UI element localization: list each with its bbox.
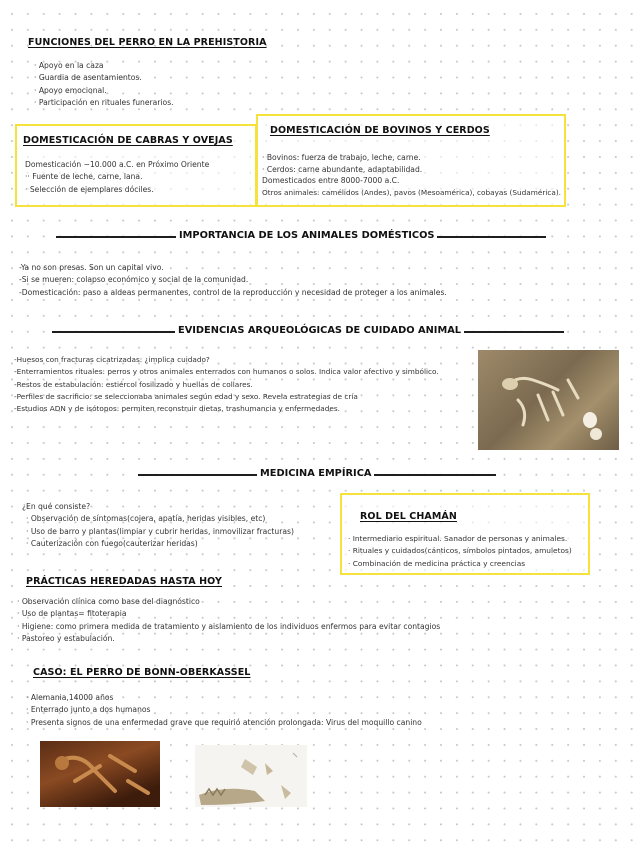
list-item: ¿En qué consiste? [22,502,91,511]
prehistoria-list [34,60,174,109]
list-item: ·· Fuente de leche, carne, lana. [25,172,143,182]
bovinos-title: DOMESTICACIÓN DE BOVINOS Y CERDOS [270,125,490,136]
list-item: · Rituales y cuidados(cánticos, símbolos pintados, amuletos) [348,546,572,556]
list-item: · Presenta signos de una enfermedad grave que requirió atención prolongada: Virus del moquillo canino [26,717,422,727]
list-item: Domesticados entre 8000-7000 a.C. [262,176,400,186]
caso-title: CASO: EL PERRO DE BONN-OBERKASSEL [33,667,251,678]
list-item: · Cauterización con fuego(cauterizar heridas) [26,538,198,548]
cabras-box [15,124,257,207]
list-item: · Apoyo en la caza [34,61,104,70]
list-item: · Higiene: como primera medida de tratamiento y aislamiento de los individuos enfermos para evitar contagios [17,621,441,631]
evidencias-title: EVIDENCIAS ARQUEOLÓGICAS DE CUIDADO ANIMAL [175,325,464,336]
list-item: -Domesticación: paso a aldeas permanentes, control de la reproducción y necesidad de proteger a los animales. [19,287,447,297]
list-item: · Cerdos: carne abundante, adaptabilidad. [262,164,423,174]
dog-jaw-bones-photo [195,745,307,807]
evidencias-list [14,354,439,415]
list-item: · Alemania,14000 años [26,693,114,702]
list-item: · Uso de barro y plantas(limpiar y cubrir heridas, inmovilizar fracturas) [26,526,294,536]
list-item: Otros animales: camélidos (Andes), pavos (Mesoamérica), cobayas (Sudamérica). [262,187,561,197]
cabras-title: DOMESTICACIÓN DE CABRAS Y OVEJAS [23,135,233,146]
importancia-list [19,262,447,299]
practicas-title: PRÁCTICAS HEREDADAS HASTA HOY [26,576,222,587]
list-item: · Apoyo emocional. [34,85,107,95]
list-item: · Bovinos: fuerza de trabajo, leche, carne. [262,153,421,162]
list-item: · Enterrado junto a dos humanos [26,705,151,715]
chaman-list [348,533,572,570]
list-item: -Restos de estabulación: estiércol fosilizado y huellas de collares. [14,379,253,389]
list-item: -Estudios ADN y de isótopos: permiten reconstruir dietas, trashumancia y enfermedades. [14,404,340,414]
list-item: · Participación en rituales funerarios. [34,97,174,107]
bovinos-list [262,152,561,198]
list-item: · Selección de ejemplares dóciles. [25,184,154,194]
practicas-list [17,596,440,645]
caso-list [26,692,422,729]
dog-burial-photo [478,350,619,450]
list-item: · Guardia de asentamientos. [34,73,142,83]
prehistoria-title: FUNCIONES DEL PERRO EN LA PREHISTORIA [28,37,267,48]
list-item: -Ya no son presas. Son un capital vivo. [19,263,164,272]
list-item: -Si se mueren: colapso económico y social de la comunidad. [19,275,249,285]
list-item: · Observación clínica como base del diagnóstico [17,597,200,606]
list-item: Domesticación ~10.000 a.C. en Próximo Oriente [25,160,210,169]
medicina-list [22,501,294,550]
list-item: -Perfiles de sacrificio: se seleccionaba animales según edad y sexo. Revela estrategias de cría [14,391,358,401]
list-item: · Uso de plantas= fitoterapia [17,609,127,619]
list-item: · Pastoreo y estabulación. [17,633,115,643]
chaman-box [340,493,590,575]
chaman-title: ROL DEL CHAMÁN [360,511,457,522]
importancia-title: IMPORTANCIA DE LOS ANIMALES DOMÉSTICOS [176,230,437,241]
medicina-title: MEDICINA EMPÍRICA [257,468,374,479]
list-item: · Combinación de medicina práctica y creencias [348,558,526,568]
list-item: -Huesos con fracturas cicatrizadas: ¿implica cuidado? [14,355,210,364]
cabras-list [25,159,209,196]
bovinos-box [256,114,566,207]
list-item: · Intermediario espiritual. Sanador de personas y animales. [348,534,568,543]
bonn-oberkassel-skeleton-photo [40,741,160,807]
list-item: · Observación de síntomas(cojera, apatía, heridas visibles, etc) [26,514,266,524]
list-item: -Enterramientos rituales: perros y otros animales enterrados con humanos o solos. Indica valor afectivo y simbólico. [14,367,439,377]
